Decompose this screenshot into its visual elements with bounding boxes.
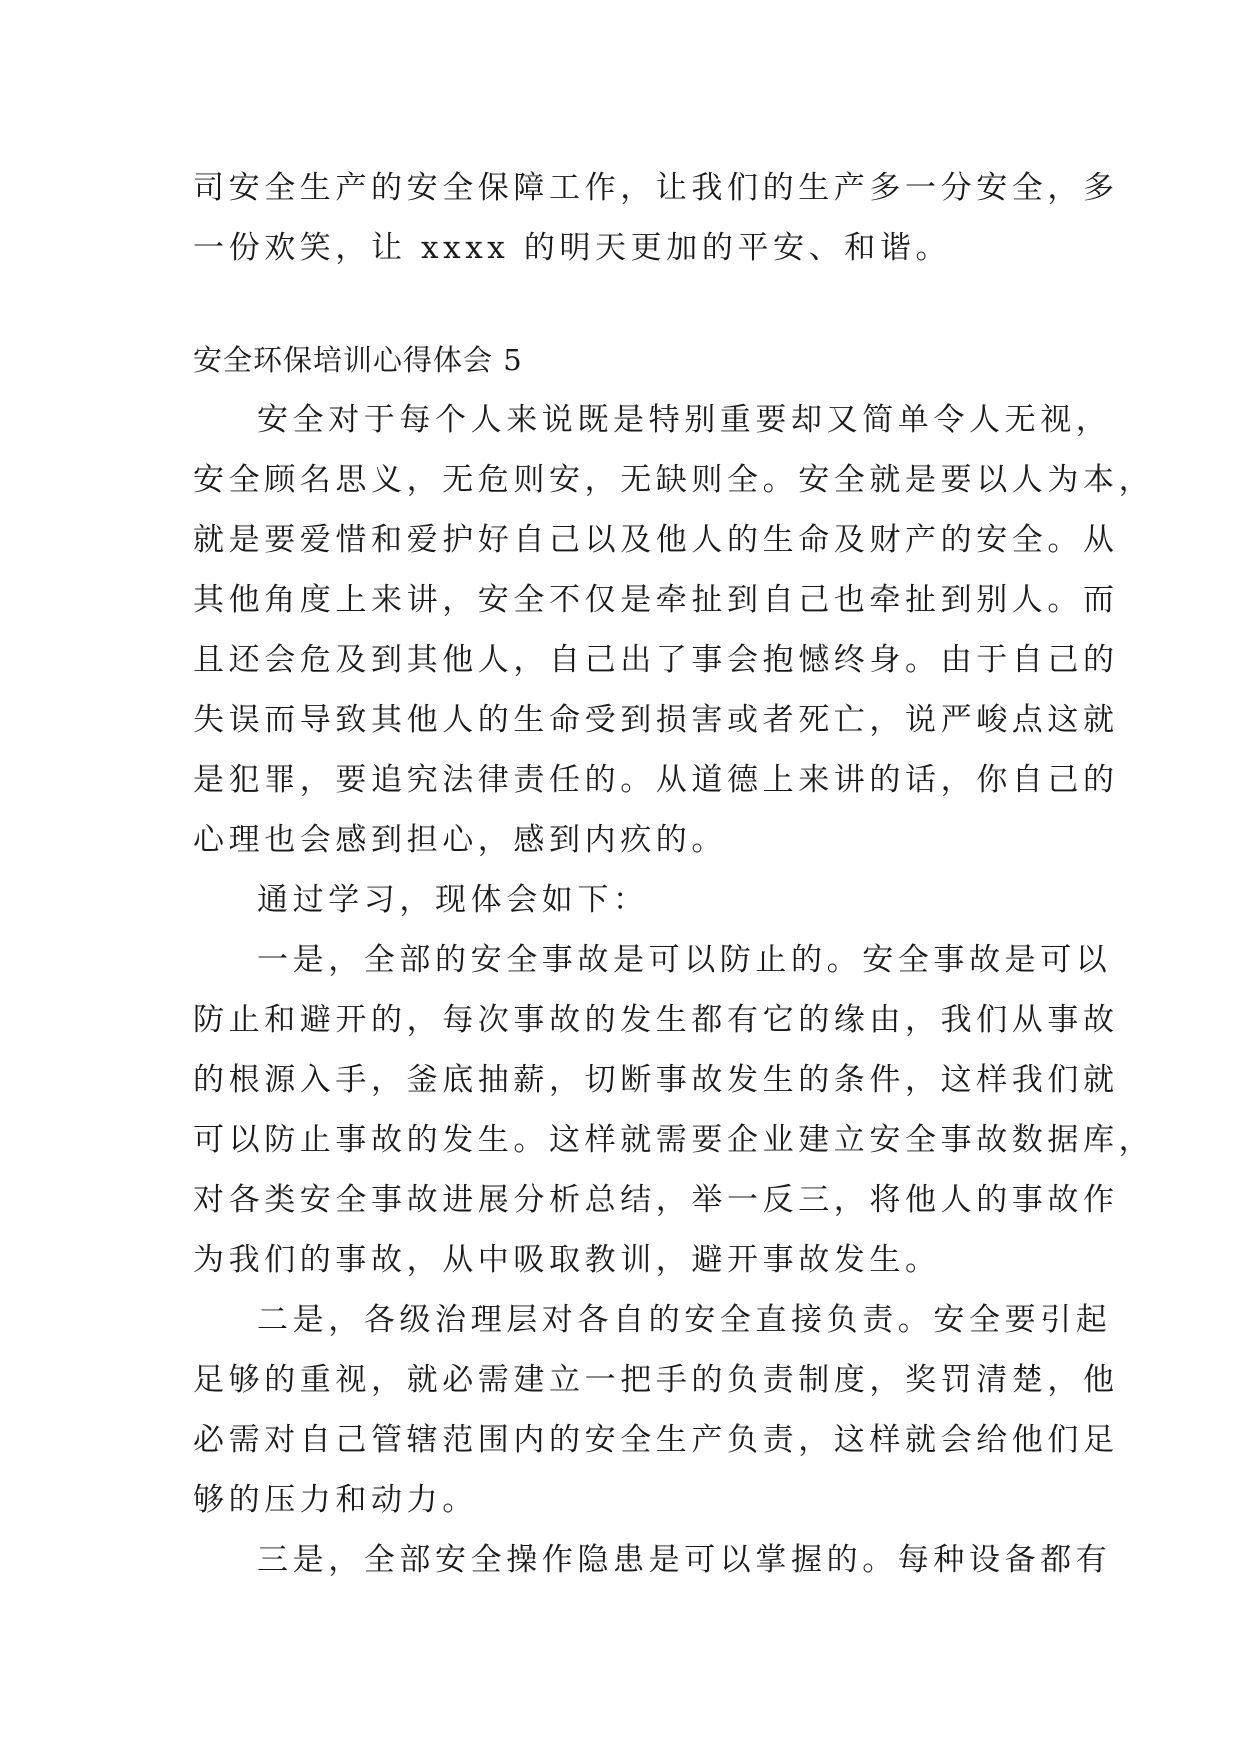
- section-title: 安全环保培训心得体会 5: [193, 343, 523, 377]
- intro-paragraph: [193, 158, 1119, 278]
- text-line: 就是要爱惜和爱护好自己以及他人的生命及财产的安全。从: [193, 522, 1119, 558]
- paragraph-5: [193, 1530, 1112, 1590]
- text-line: 安全对于每个人来说既是特别重要却又简单令人无视，: [257, 402, 1112, 438]
- text-line: 一份欢笑，让 xxxx 的明天更加的平安、和谐。: [193, 230, 952, 266]
- text-line: 失误而导致其他人的生命受到损害或者死亡，说严峻点这就: [193, 702, 1119, 738]
- text-line: 可以防止事故的发生。这样就需要企业建立安全事故数据库，: [193, 1122, 1155, 1158]
- paragraph-1: [193, 390, 1155, 870]
- text-line: 的根源入手，釜底抽薪，切断事故发生的条件，这样我们就: [193, 1062, 1119, 1098]
- paragraph-3: [193, 930, 1155, 1290]
- text-line: 防止和避开的，每次事故的发生都有它的缘由，我们从事故: [193, 1002, 1119, 1038]
- text-line: 为我们的事故，从中吸取教训，避开事故发生。: [193, 1242, 941, 1278]
- text-line: 二是，各级治理层对各自的安全直接负责。安全要引起: [257, 1302, 1112, 1338]
- document-page: [193, 158, 1155, 1590]
- text-line: 一是，全部的安全事故是可以防止的。安全事故是可以: [257, 942, 1112, 978]
- text-line: 足够的重视，就必需建立一把手的负责制度，奖罚清楚，他: [193, 1362, 1119, 1398]
- text-line: 心理也会感到担心，感到内疚的。: [193, 822, 727, 858]
- paragraph-4: [193, 1290, 1119, 1530]
- text-line: 其他角度上来讲，安全不仅是牵扯到自己也牵扯到别人。而: [193, 582, 1119, 618]
- text-line: 必需对自己管辖范围内的安全生产负责，这样就会给他们足: [193, 1422, 1119, 1458]
- text-line: 三是，全部安全操作隐患是可以掌握的。每种设备都有: [257, 1542, 1112, 1578]
- text-line: 司安全生产的安全保障工作，让我们的生产多一分安全，多: [193, 170, 1119, 206]
- text-line: 够的压力和动力。: [193, 1482, 478, 1518]
- text-line: 通过学习，现体会如下：: [257, 882, 649, 918]
- text-line: 安全顾名思义，无危则安，无缺则全。安全就是要以人为本，: [193, 462, 1155, 498]
- text-line: 是犯罪，要追究法律责任的。从道德上来讲的话，你自己的: [193, 762, 1119, 798]
- text-line: 对各类安全事故进展分析总结，举一反三，将他人的事故作: [193, 1182, 1119, 1218]
- paragraph-2: [193, 870, 1063, 930]
- text-line: 且还会危及到其他人，自己出了事会抱憾终身。由于自己的: [193, 642, 1119, 678]
